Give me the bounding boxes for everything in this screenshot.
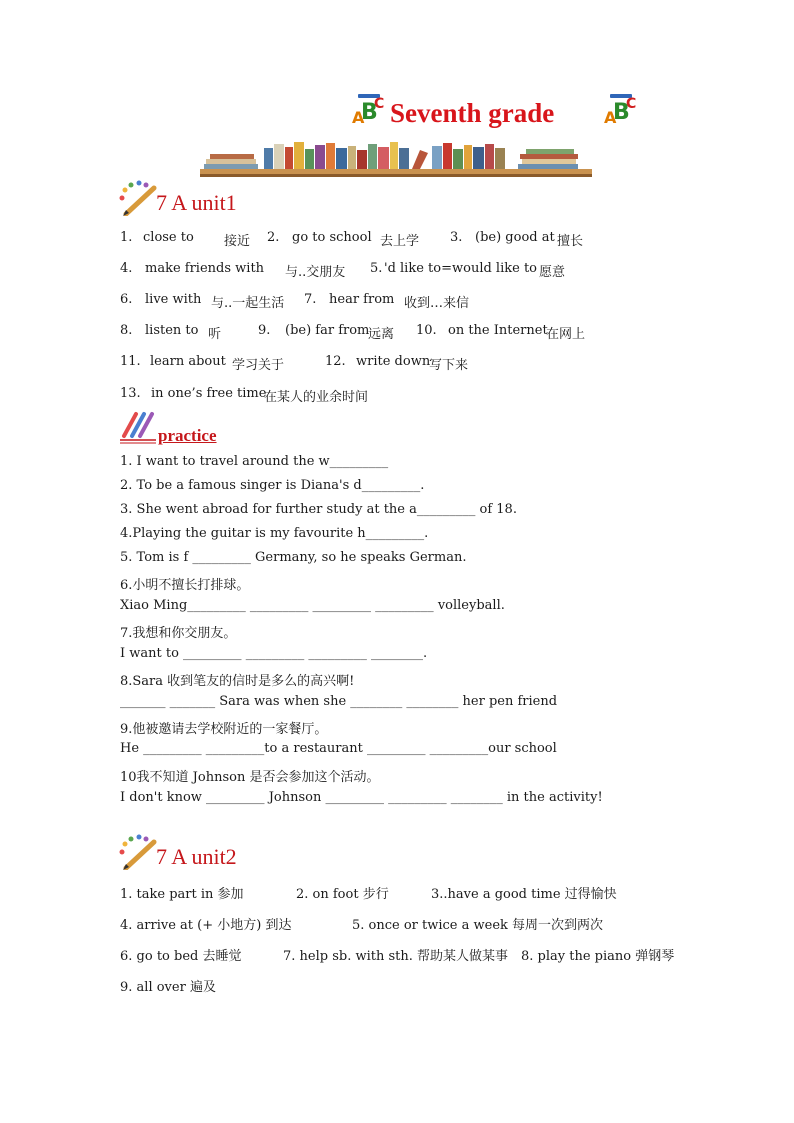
item-number: 11. xyxy=(120,354,141,369)
meaning: 去上学 xyxy=(380,234,420,249)
vocab-row xyxy=(0,230,794,249)
vocab-item: 7. help sb. with sth. 帮助某人做某事 xyxy=(283,949,509,964)
item-number: 5. xyxy=(370,261,383,276)
practice-line: He _________ _________to a restaurant _________ _________our school xyxy=(120,741,557,756)
item-number: 10. xyxy=(416,323,437,338)
meaning: 愿意 xyxy=(539,265,566,280)
practice-line: 4.Playing the guitar is my favourite h_________. xyxy=(120,526,429,541)
phrase: close to xyxy=(143,230,194,245)
vocab-item: 2. on foot 步行 xyxy=(296,887,389,902)
vocab-item: 5. once or twice a week 每周一次到两次 xyxy=(352,918,604,933)
practice-line: I don't know _________ Johnson _________ _________ ________ in the activity! xyxy=(120,790,603,805)
item-number: 7. xyxy=(304,292,317,307)
vocab-item: 4. arrive at (+ 小地方) 到达 xyxy=(120,918,292,933)
bookshelf-icon xyxy=(200,140,592,178)
vocab-row xyxy=(0,354,794,373)
phrase: 'd like to=would like to xyxy=(384,261,537,276)
vocab-row xyxy=(0,883,794,902)
phrase: in one’s free time xyxy=(151,386,267,401)
vocab-row xyxy=(0,323,794,342)
item-number: 1. xyxy=(120,230,133,245)
vocab-row xyxy=(0,261,794,280)
practice-line: 10我不知道 Johnson 是否会参加这个活动。 xyxy=(120,770,380,785)
item-number: 2. xyxy=(267,230,280,245)
meaning: 学习关于 xyxy=(232,358,285,373)
phrase: live with xyxy=(145,292,202,307)
practice-line: 6.小明不擅长打排球。 xyxy=(120,578,250,593)
practice-title: practice xyxy=(158,426,217,445)
practice-heading xyxy=(118,410,258,450)
item-number: 9. xyxy=(258,323,271,338)
practice-line: Xiao Ming_________ _________ _________ _________ volleyball. xyxy=(120,598,505,613)
practice-line: 9.他被邀请去学校附近的一家餐厅。 xyxy=(120,722,328,737)
phrase: write down xyxy=(356,354,431,369)
abc-logo-icon: A B C xyxy=(604,96,637,127)
meaning: 擅长 xyxy=(557,234,584,249)
vocab-row xyxy=(0,292,794,311)
practice-line: 5. Tom is f _________ Germany, so he speaks German. xyxy=(120,550,467,565)
meaning: 远离 xyxy=(368,327,395,342)
practice-line: 3. She went abroad for further study at the a_________ of 18. xyxy=(120,502,517,517)
item-number: 4. xyxy=(120,261,133,276)
unit2-title: 7 A unit2 xyxy=(156,844,237,869)
practice-line: 2. To be a famous singer is Diana's d_________. xyxy=(120,478,425,493)
page-title: Seventh grade xyxy=(390,98,555,128)
vocab-row xyxy=(0,945,794,964)
pencils-icon xyxy=(118,410,158,444)
phrase: (be) far from xyxy=(285,323,370,338)
abc-logo-icon: A B C xyxy=(352,96,385,127)
meaning: 与..一起生活 xyxy=(211,296,285,311)
vocab-item: 6. go to bed 去睡觉 xyxy=(120,949,242,964)
vocab-item: 9. all over 遍及 xyxy=(120,980,216,995)
vocab-row xyxy=(0,386,794,405)
phrase: hear from xyxy=(329,292,395,307)
vocab-row xyxy=(0,976,794,995)
phrase: on the Internet xyxy=(448,323,548,338)
practice-line: 8.Sara 收到笔友的信时是多么的高兴啊! xyxy=(120,674,355,689)
item-number: 6. xyxy=(120,292,133,307)
meaning: 与..交朋友 xyxy=(285,265,346,280)
meaning: 听 xyxy=(208,327,222,342)
meaning: 接近 xyxy=(224,234,251,249)
practice-line: I want to _________ _________ _________ ________. xyxy=(120,646,428,661)
phrase: make friends with xyxy=(145,261,265,276)
practice-line: 7.我想和你交朋友。 xyxy=(120,626,237,641)
meaning: 在网上 xyxy=(546,327,586,342)
unit1-title: 7 A unit1 xyxy=(156,190,237,215)
phrase: listen to xyxy=(145,323,199,338)
pencil-icon xyxy=(118,180,158,216)
phrase: (be) good at xyxy=(475,230,555,245)
item-number: 8. xyxy=(120,323,133,338)
practice-line: _______ _______ Sara was when she ________ ________ her pen friend xyxy=(120,694,558,709)
item-number: 13. xyxy=(120,386,141,401)
vocab-item: 1. take part in 参加 xyxy=(120,887,244,902)
item-number: 12. xyxy=(325,354,346,369)
vocab-item: 8. play the piano 弹钢琴 xyxy=(521,949,675,964)
vocab-item: 3..have a good time 过得愉快 xyxy=(431,887,617,902)
practice-line: 1. I want to travel around the w_________ xyxy=(120,454,389,469)
meaning: 收到…来信 xyxy=(404,296,470,311)
phrase: learn about xyxy=(150,354,226,369)
phrase: go to school xyxy=(292,230,372,245)
meaning: 写下来 xyxy=(429,358,469,373)
item-number: 3. xyxy=(450,230,463,245)
vocab-row xyxy=(0,914,794,933)
meaning: 在某人的业余时间 xyxy=(264,390,369,405)
pencil-icon xyxy=(118,834,158,870)
